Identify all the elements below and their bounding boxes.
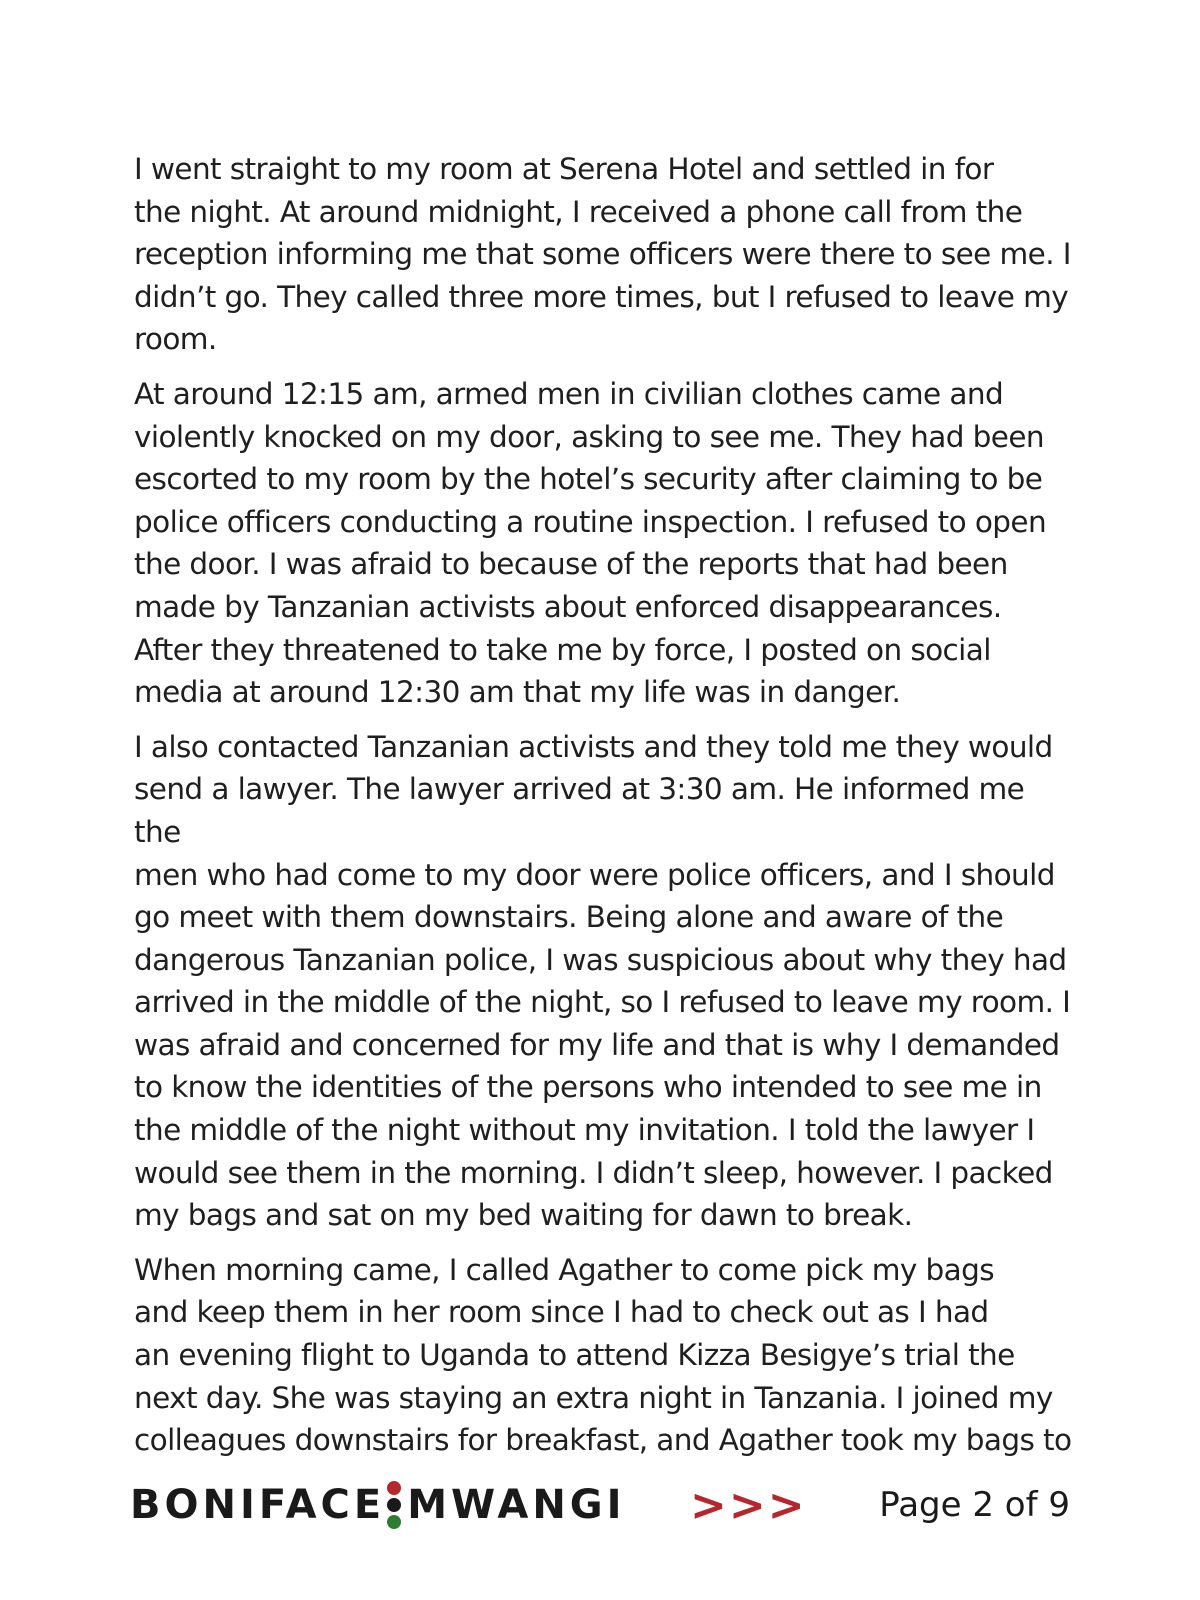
green-dot-icon (387, 1515, 401, 1529)
black-dot-icon (387, 1498, 401, 1512)
paragraph-4: When morning came, I called Agather to come pick my bags and keep them in her room since I had to check out as I had an evening flight to Uganda to attend Kizza Besigye’s trial the next day. She was staying an extra night in Tanzania. I joined my colleagues downstairs for breakfast, and Agather took my bags to (134, 1252, 1072, 1458)
brand-separator-dots-icon (387, 1481, 401, 1529)
red-dot-icon (387, 1481, 401, 1495)
brand-name-last: MWANGI (407, 1482, 626, 1528)
page-number: Page 2 of 9 (879, 1485, 1070, 1525)
paragraph-2: At around 12:15 am, armed men in civilian clothes came and violently knocked on my door, asking to see me. They had been escorted to my room by the hotel’s security after claiming to be police officers conducting a routine inspection. I refused to open the door. I was afraid to because of the reports that had been made by Tanzanian activists about enforced disappearances. After they threatened to take me by force, I posted on social media at around 12:30 am that my life was in danger. (134, 376, 1047, 710)
paragraph-3: I also contacted Tanzanian activists and they told me they would send a lawyer. The lawyer arrived at 3:30 am. He informed me the men who had come to my door were police officers, and I should go meet with them downstairs. Being alone and aware of the dangerous Tanzanian police, I was suspicious about why they had arrived in the middle of the night, so I refused to leave my room. I was afraid and concerned for my life and that is why I demanded to know the identities of the persons who intended to see me in the middle of the night without my invitation. I told the lawyer I would see them in the morning. I didn’t sleep, however. I packed my bags and sat on my bed waiting for dawn to break. (134, 729, 1071, 1233)
paragraph-1: I went straight to my room at Serena Hotel and settled in for the night. At around midnight, I received a phone call from the reception informing me that some officers were there to see me. I didn’t go. They called three more times, but I refused to leave my room. (134, 152, 1071, 357)
body-text (134, 148, 1074, 1474)
next-page-arrows-icon: >>> (690, 1479, 807, 1531)
brand-name-first: BONIFACE (130, 1482, 386, 1528)
page-footer (0, 1470, 1200, 1540)
brand-logo (130, 1470, 626, 1540)
